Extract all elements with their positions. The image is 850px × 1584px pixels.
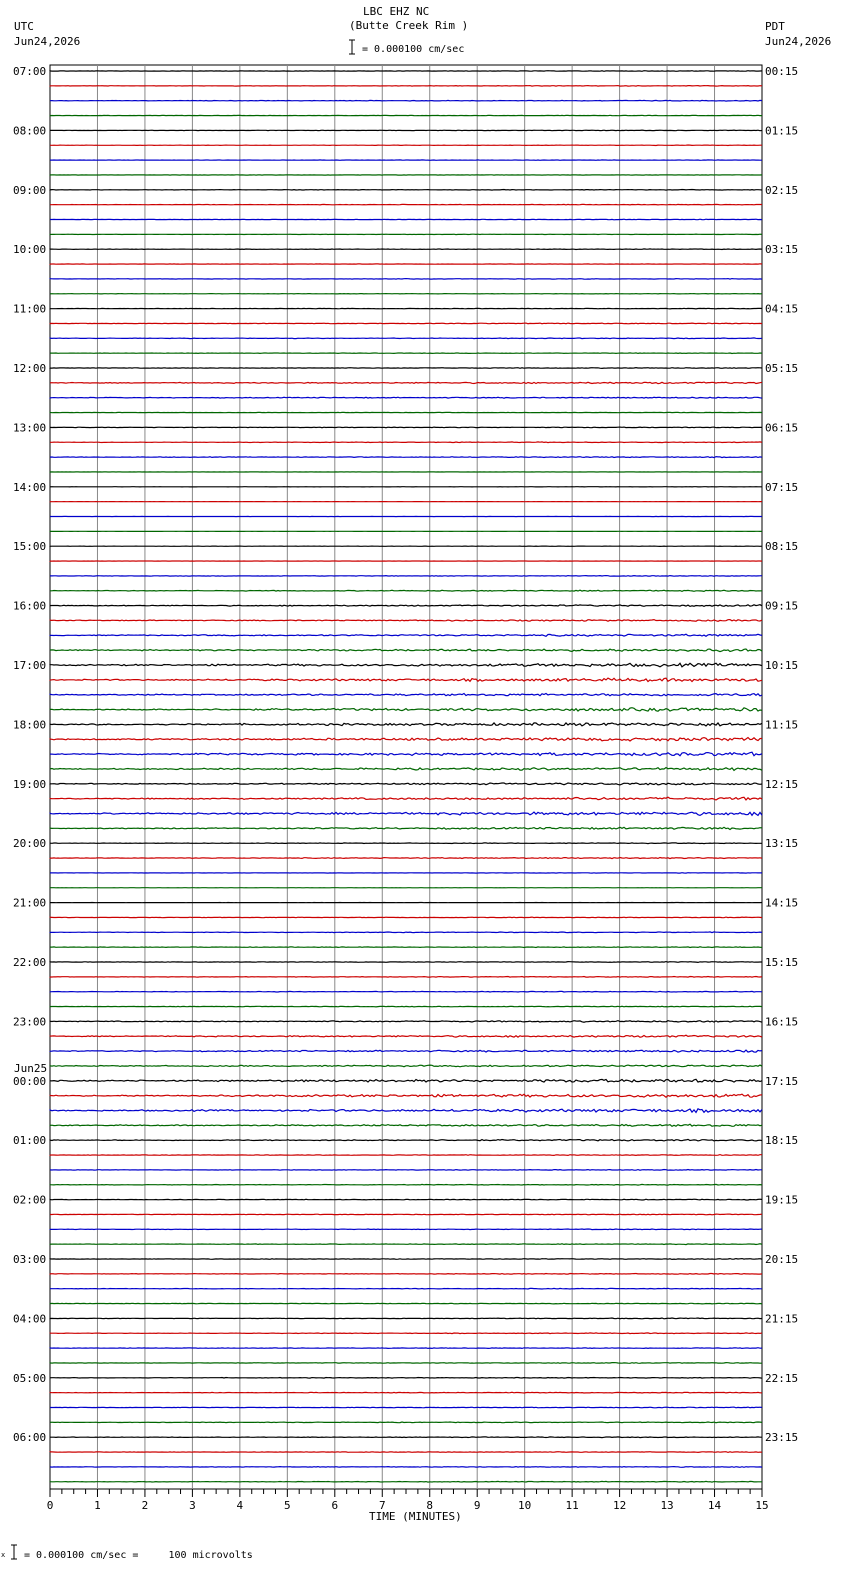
seismic-trace xyxy=(50,1184,762,1185)
seismic-trace xyxy=(50,1021,762,1023)
right-hour-label: 04:15 xyxy=(765,302,799,316)
seismic-trace xyxy=(50,917,762,918)
left-hour-label: 15:00 xyxy=(13,540,47,554)
seismic-trace xyxy=(50,457,762,458)
seismic-trace xyxy=(50,1199,762,1200)
x-tick-label: 6 xyxy=(331,1499,339,1512)
seismic-trace xyxy=(50,576,762,577)
seismic-trace xyxy=(50,353,762,354)
seismic-trace xyxy=(50,382,762,384)
scale-value: = 0.000100 cm/sec xyxy=(362,44,465,55)
seismic-trace xyxy=(50,947,762,948)
left-hour-label: 12:00 xyxy=(13,362,47,375)
seismic-trace xyxy=(50,620,762,622)
seismic-trace xyxy=(50,1274,762,1275)
seismic-trace xyxy=(50,605,762,607)
right-hour-label: 03:15 xyxy=(765,243,799,257)
seismic-trace xyxy=(50,1094,762,1097)
left-timezone: UTC xyxy=(14,20,34,33)
x-tick-label: 9 xyxy=(473,1499,481,1512)
left-hour-label: 07:00 xyxy=(13,65,47,78)
seismic-trace xyxy=(50,279,762,280)
right-hour-label: 06:15 xyxy=(765,421,799,435)
seismic-trace xyxy=(50,1006,762,1007)
right-hour-label: 20:15 xyxy=(765,1253,799,1266)
x-tick-label: 8 xyxy=(426,1499,434,1512)
date-change-label: Jun25 xyxy=(14,1062,48,1075)
seismic-trace xyxy=(50,663,762,667)
seismic-trace xyxy=(50,649,762,652)
seismic-trace xyxy=(50,752,762,756)
x-tick-label: 13 xyxy=(660,1499,674,1512)
right-timezone: PDT xyxy=(765,20,785,33)
left-hour-label: 22:00 xyxy=(13,956,47,969)
seismic-trace xyxy=(50,338,762,339)
seismic-trace xyxy=(50,1348,762,1349)
footer-scale-bar-icon xyxy=(0,1542,20,1562)
left-hour-label: 11:00 xyxy=(13,302,47,316)
seismic-trace xyxy=(50,249,762,250)
right-hour-label: 23:15 xyxy=(765,1431,799,1445)
right-hour-label: 07:15 xyxy=(765,480,799,494)
seismic-trace xyxy=(50,1259,762,1260)
left-hour-label: 21:00 xyxy=(13,896,47,910)
seismic-trace xyxy=(50,190,762,191)
seismic-trace xyxy=(50,1422,762,1423)
right-date: Jun24,2026 xyxy=(765,35,832,48)
seismic-trace xyxy=(50,71,762,72)
left-hour-label: 17:00 xyxy=(13,659,47,672)
seismic-trace xyxy=(50,1170,762,1171)
seismic-trace xyxy=(50,1229,762,1230)
right-hour-label: 19:15 xyxy=(765,1193,799,1207)
time-axis xyxy=(47,1489,769,1512)
x-axis-label: TIME (MINUTES) xyxy=(369,1510,462,1523)
seismic-trace xyxy=(50,204,762,205)
x-tick-label: 0 xyxy=(46,1499,54,1512)
seismic-trace xyxy=(50,1035,762,1037)
right-hour-label: 08:15 xyxy=(765,540,799,554)
left-hour-label: 19:00 xyxy=(13,777,47,791)
seismic-trace xyxy=(50,1363,762,1364)
x-tick-label: 3 xyxy=(189,1499,196,1512)
x-tick-label: 10 xyxy=(518,1499,532,1512)
left-hour-label: 23:00 xyxy=(13,1015,47,1029)
right-hour-label: 12:15 xyxy=(765,777,799,791)
seismic-trace xyxy=(50,1437,762,1438)
seismic-trace xyxy=(50,977,762,978)
seismic-trace xyxy=(50,1392,762,1393)
seismic-trace xyxy=(50,1244,762,1245)
x-tick-label: 2 xyxy=(141,1499,149,1512)
left-hour-label: 03:00 xyxy=(13,1253,47,1266)
seismic-trace xyxy=(50,1139,762,1141)
seismic-trace xyxy=(50,694,762,696)
seismic-trace xyxy=(50,308,762,309)
right-hour-label: 10:15 xyxy=(765,659,799,672)
left-hour-label: 09:00 xyxy=(13,183,47,197)
seismic-trace xyxy=(50,678,762,681)
seismic-trace xyxy=(50,1124,762,1126)
left-hour-label: 14:00 xyxy=(13,480,47,494)
left-hour-label: 04:00 xyxy=(13,1312,47,1326)
footer-scale-text: = 0.000100 cm/sec = 100 microvolts xyxy=(24,1550,253,1561)
right-hour-label: 00:15 xyxy=(765,65,799,78)
right-hour-label: 21:15 xyxy=(765,1312,799,1326)
right-hour-label: 11:15 xyxy=(765,718,799,732)
left-hour-label: 08:00 xyxy=(13,124,47,138)
right-hour-label: 13:15 xyxy=(765,837,799,851)
seismic-trace xyxy=(50,1481,762,1482)
x-tick-label: 14 xyxy=(707,1499,722,1512)
x-tick-label: 4 xyxy=(236,1499,244,1512)
seismic-trace xyxy=(50,1333,762,1334)
seismic-trace xyxy=(50,1050,762,1052)
seismic-trace xyxy=(50,723,762,726)
right-hour-label: 14:15 xyxy=(765,896,799,910)
seismic-trace xyxy=(50,1303,762,1304)
seismic-trace xyxy=(50,991,762,992)
seismic-trace xyxy=(50,1318,762,1319)
trace-layer xyxy=(50,71,762,1482)
seismic-trace xyxy=(50,797,762,800)
seismic-trace xyxy=(50,738,762,742)
right-hour-label: 17:15 xyxy=(765,1074,799,1088)
right-hour-label: 18:15 xyxy=(765,1134,799,1148)
seismic-trace xyxy=(50,858,762,859)
seismic-trace xyxy=(50,86,762,87)
scale-bar-icon xyxy=(348,39,356,55)
station-location: (Butte Creek Rim ) xyxy=(349,19,469,32)
seismic-trace xyxy=(50,812,762,815)
left-date: Jun24,2026 xyxy=(14,35,81,48)
x-tick-label: 11 xyxy=(565,1499,579,1512)
seismic-trace xyxy=(50,1467,762,1468)
seismic-trace xyxy=(50,843,762,844)
left-hour-label: 06:00 xyxy=(13,1431,47,1445)
seismic-trace xyxy=(50,827,762,829)
seismic-trace xyxy=(50,323,762,324)
x-tick-label: 1 xyxy=(94,1499,101,1512)
seismic-trace xyxy=(50,145,762,146)
seismic-trace xyxy=(50,368,762,369)
right-hour-label: 15:15 xyxy=(765,956,799,969)
seismic-trace xyxy=(50,1214,762,1215)
seismic-trace xyxy=(50,768,762,771)
seismic-trace xyxy=(50,1065,762,1067)
left-hour-label: 05:00 xyxy=(13,1371,47,1385)
seismic-trace xyxy=(50,1109,762,1113)
seismic-trace xyxy=(50,1155,762,1156)
right-hour-label: 01:15 xyxy=(765,124,799,138)
station-title: LBC EHZ NC xyxy=(363,5,430,18)
left-hour-label: 01:00 xyxy=(13,1134,47,1148)
seismic-trace xyxy=(50,1378,762,1379)
svg-text:x: x xyxy=(1,1551,6,1559)
right-hour-label: 05:15 xyxy=(765,362,799,375)
seismic-trace xyxy=(50,442,762,443)
seismic-trace xyxy=(50,130,762,131)
left-hour-label: 20:00 xyxy=(13,837,47,851)
left-hour-label: 00:00 xyxy=(13,1074,47,1088)
seismic-trace xyxy=(50,1079,762,1082)
left-hour-label: 02:00 xyxy=(13,1193,47,1207)
seismic-trace xyxy=(50,590,762,591)
seismic-trace xyxy=(50,962,762,963)
left-hour-label: 18:00 xyxy=(13,718,47,732)
seismic-trace xyxy=(50,219,762,220)
seismic-trace xyxy=(50,234,762,235)
x-tick-label: 7 xyxy=(378,1499,386,1512)
seismic-trace xyxy=(50,397,762,398)
seismic-trace xyxy=(50,932,762,933)
seismic-trace xyxy=(50,427,762,428)
x-tick-label: 15 xyxy=(755,1499,769,1512)
seismic-trace xyxy=(50,783,762,785)
right-hour-label: 16:15 xyxy=(765,1015,799,1029)
left-hour-label: 10:00 xyxy=(13,243,47,257)
x-tick-label: 5 xyxy=(284,1499,291,1512)
left-hour-label: 16:00 xyxy=(13,599,47,613)
seismic-trace xyxy=(50,1288,762,1289)
seismic-trace xyxy=(50,100,762,101)
seismic-trace xyxy=(50,1452,762,1453)
right-hour-label: 02:15 xyxy=(765,183,799,197)
x-tick-label: 12 xyxy=(612,1499,627,1512)
left-hour-label: 13:00 xyxy=(13,421,47,435)
right-hour-label: 22:15 xyxy=(765,1371,799,1385)
seismic-trace xyxy=(50,708,762,712)
right-hour-label: 09:15 xyxy=(765,599,799,613)
seismic-trace xyxy=(50,1407,762,1408)
seismic-trace xyxy=(50,634,762,636)
